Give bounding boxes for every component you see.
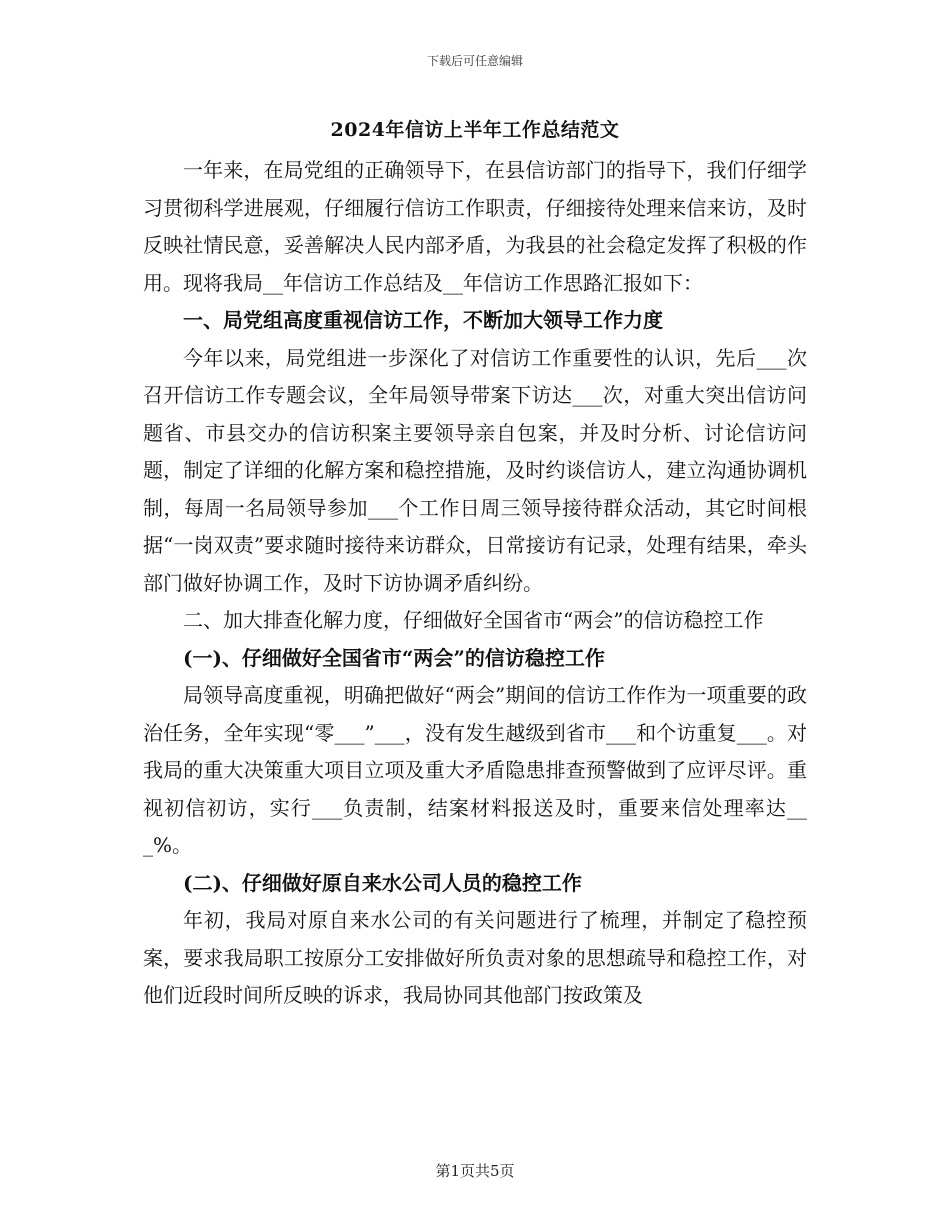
paragraph-section-1: 今年以来，局党组进一步深化了对信访工作重要性的认识，先后___次召开信访工作专题会议，全年局领导带案下访达___次，对重大突出信访问题省、市县交办的信访积案主要领导亲自包案，并及时分析、讨论信访问题，制定了详细的化解方案和稳控措施，及时约谈信访人，建立沟通协调机制，每周一名局领导参加___个工作日周三领导接待群众活动，其它时间根据“一岗双责”要求随时接待来访群众，日常接访有记录，处理有结果，牵头部门做好协调工作，及时下访协调矛盾纠纷。: [143, 345, 807, 595]
header-note: 下载后可任意编辑: [426, 54, 523, 68]
paragraph-subsection-2: 年初，我局对原自来水公司的有关问题进行了梳理，并制定了稳控预案，要求我局职工按原分工安排做好所负责对象的思想疏导和稳控工作，对他们近段时间所反映的诉求，我局协同其他部门按政策及: [143, 908, 807, 1007]
document-body: [143, 152, 807, 1015]
paragraph-section-2-heading: 二、加大排查化解力度，仔细做好全国省市“两会”的信访稳控工作: [183, 608, 764, 632]
subsection-heading-2: (二)、仔细做好原自来水公司人员的稳控工作: [183, 870, 582, 895]
subsection-heading-1: (一)、仔细做好全国省市“两会”的信访稳控工作: [183, 645, 605, 670]
paragraph-intro: 一年来，在局党组的正确领导下，在县信访部门的指导下，我们仔细学习贯彻科学进展观，仔细履行信访工作职责，仔细接待处理来信来访，及时反映社情民意，妥善解决人民内部矛盾，为我县的社会稳定发挥了积极的作用。现将我局__年信访工作总结及__年信访工作思路汇报如下：: [143, 158, 807, 295]
paragraph-subsection-1: 局领导高度重视，明确把做好“两会”期间的信访工作作为一项重要的政治任务，全年实现“零___”___，没有发生越级到省市___和个访重复___。对我局的重大决策重大项目立项及重大矛盾隐患排查预警做到了应评尽评。重视初信初访，实行___负责制，结案材料报送及时，重要来信处理率达___%。: [143, 683, 807, 857]
page-footer: 第1页共5页: [435, 1162, 515, 1180]
document-title: 2024年信访上半年工作总结范文: [330, 119, 620, 141]
section-heading-1: 一、局党组高度重视信访工作，不断加大领导工作力度: [183, 308, 663, 332]
